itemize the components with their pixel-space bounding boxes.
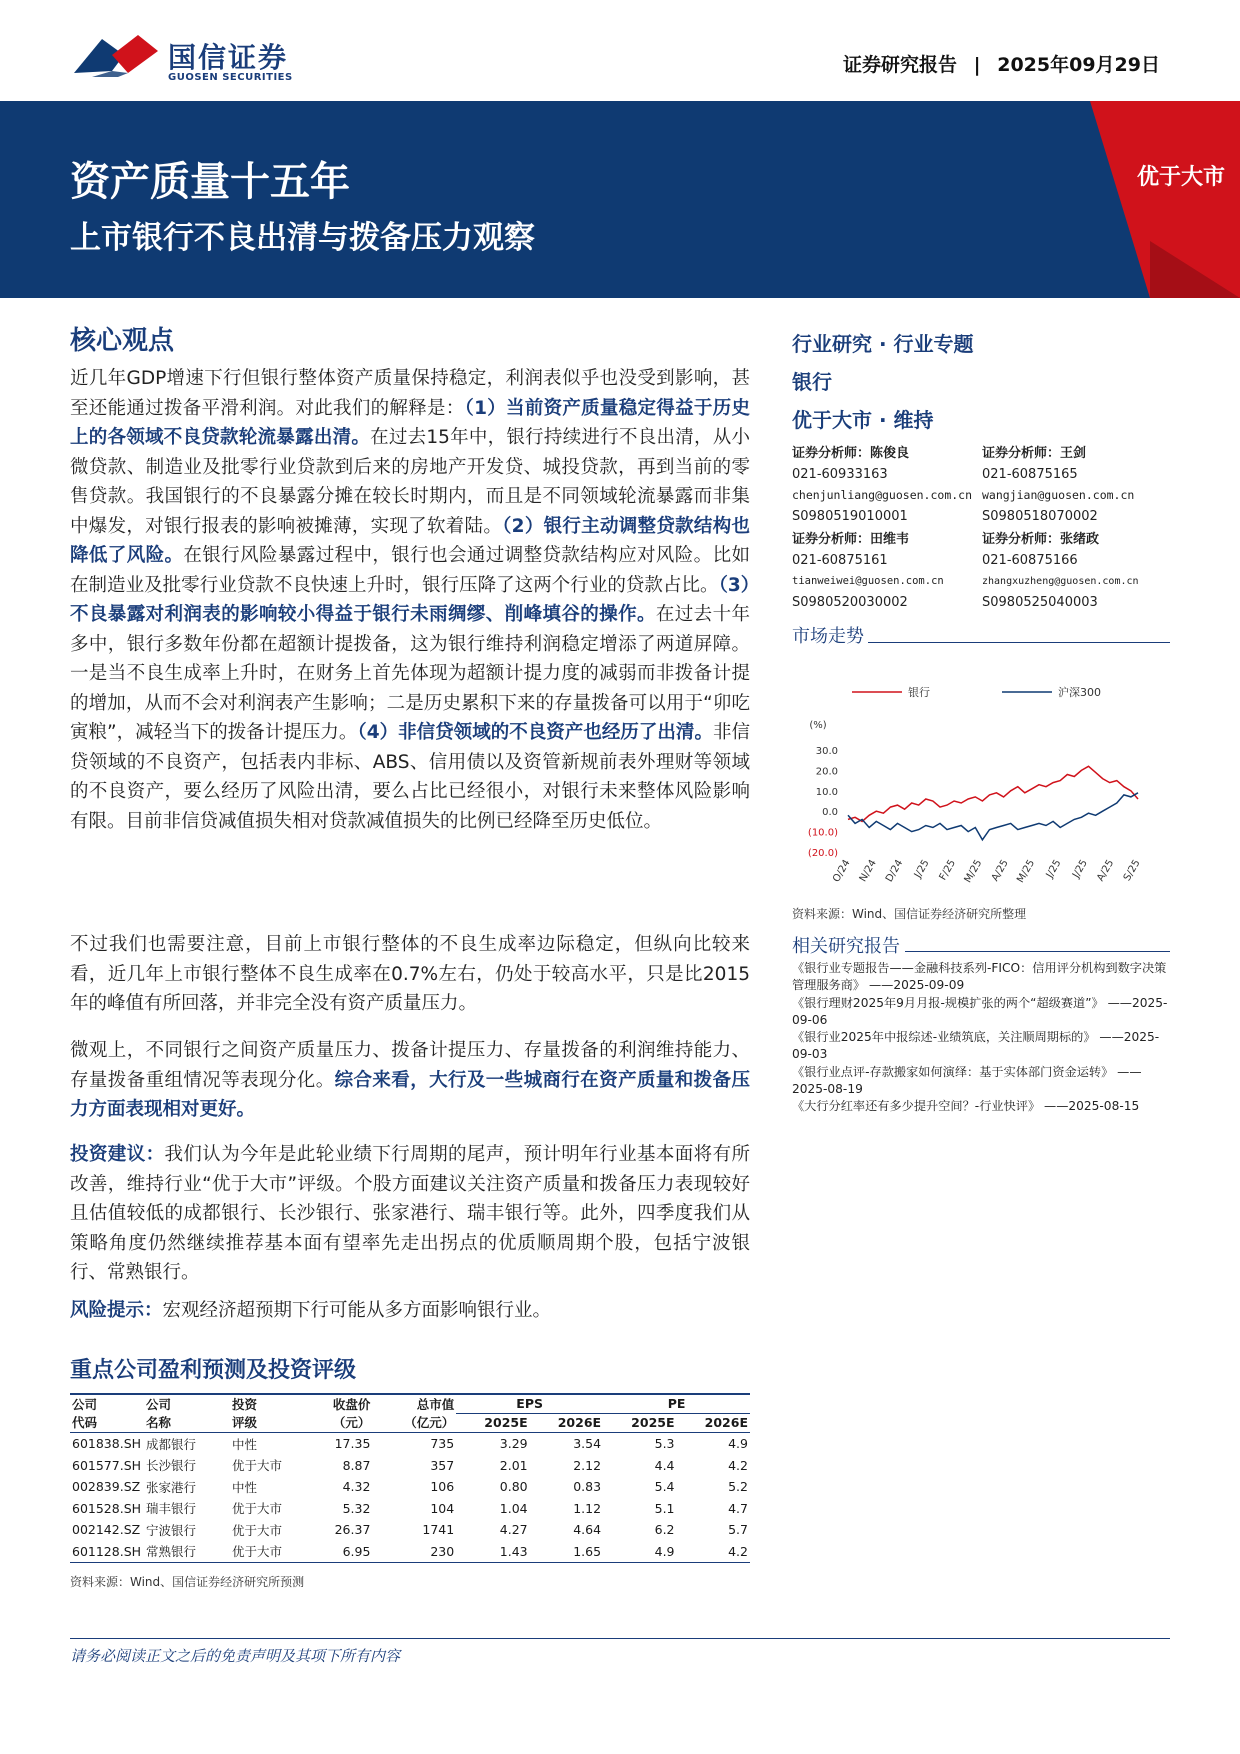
footer-disclaimer: 请务必阅读正文之后的免责声明及其项下所有内容 (70, 1647, 401, 1665)
analyst-card (792, 529, 972, 613)
report-title: 资产质量十五年 (70, 159, 350, 205)
y-tick-label: (10.0) (807, 827, 838, 839)
rating-badge: 优于大市 (1136, 165, 1225, 190)
y-tick-label: 30.0 (815, 746, 838, 757)
market-trend-rule (868, 642, 1170, 643)
risk-label: 风险提示： (70, 1300, 163, 1321)
investment-text: 我们认为今年是此轮业绩下行周期的尾声，预计明年行业基本面将有所改善，维持行业“优于大市”评级。个股方面建议关注资产质量和拨备压力表现较好且估值较低的成都银行、长沙银行、张家港行、瑞丰银行等。此外，四季度我们从策略角度仍然继续推荐基本面有望率先走出拐点的优质顺周期个股，包括宁波银行、常熟银行。 (70, 1144, 750, 1283)
x-tick-label: A/25 (1095, 858, 1117, 884)
header-pe: PE (603, 1394, 750, 1414)
p3-text: 微观上，不同银行之间资产质量压力、拨备计提压力、存量拨备的利润维持能力、存量拨备重组情况等表现分化。 (70, 1040, 750, 1091)
related-reports-rule (905, 951, 1170, 952)
p1-point-4: （4）非信贷领域的不良资产也经历了出清。 (357, 722, 713, 743)
analyst-cert: S0980518070002 (982, 509, 1098, 524)
header-name: 公司 名称 (146, 1396, 172, 1430)
analyst-title: 证券分析师：陈俊良 (792, 446, 910, 461)
x-tick-label: J/25 (1044, 858, 1064, 880)
header-eps: EPS (456, 1394, 603, 1414)
x-tick-label: F/25 (937, 858, 959, 883)
p1-text-2: 在过去15年中，银行持续进行不良出清，从小微贷款、制造业及批零行业贷款到后来的房地产开发贷、城投贷款，再到当前的零售贷款。我国银行的不良暴露分摊在较长时期内，而且是不同领域轮流暴露而非集中爆发，对银行报表的影响被摊薄，实现了软着陆。 (70, 427, 750, 537)
p1-text-3: 在银行风险暴露过程中，银行也会通过调整贷款结构应对风险。比如在制造业及批零行业贷款不良快速上升时，银行压降了这两个行业的贷款占比。 (70, 545, 750, 596)
p1-text-4: 在过去十年多中，银行多数年份都在超额计提拨备，这为银行维持利润稳定增添了两道屏障。一是当不良生成率上升时，在财务上首先体现为超额计提力度的减弱而非拨备计提的增加，从而不会对利润表产生影响；二是历史累积下来的存量拨备可以用于“卯吃寅粮”，减轻当下的拨备计提压力。 (70, 604, 750, 743)
legend-label: 银行 (908, 686, 930, 699)
analyst-card (982, 443, 1172, 527)
header-price: 收盘价 （元） (332, 1396, 371, 1430)
analyst-cert: S0980519010001 (792, 509, 908, 524)
report-date: 2025年09月29日 (997, 54, 1160, 76)
report-subtitle: 上市银行不良出清与拨备压力观察 (70, 220, 535, 256)
related-report-item[interactable]: 《大行分红率还有多少提升空间？-行业快评》 ——2025-08-15 (792, 1099, 1140, 1114)
header-eps-2025e: 2025E (484, 1415, 528, 1430)
core-paragraph-1 (70, 364, 750, 836)
market-trend-title: 市场走势 (792, 626, 864, 647)
header-eps-2026e: 2026E (557, 1415, 602, 1430)
analyst-phone: 021-60875165 (982, 467, 1078, 482)
series-line-沪深300 (848, 793, 1138, 840)
category-line: 行业研究 · 行业专题 (792, 332, 974, 356)
header-pe-2026e: 2026E (704, 1415, 748, 1430)
forecast-table (70, 1393, 750, 1563)
analyst-card (792, 443, 972, 527)
related-reports-title: 相关研究报告 (792, 936, 900, 957)
market-trend-chart (792, 670, 1170, 890)
analyst-email[interactable]: zhangxuzheng@guosen.com.cn (982, 576, 1139, 587)
series-line-银行 (848, 766, 1138, 821)
x-tick-label: D/24 (883, 858, 906, 885)
logo-text-en: GUOSEN SECURITIES (168, 72, 293, 83)
analyst-title: 证券分析师：田维韦 (792, 532, 910, 547)
related-report-item[interactable]: 《银行业2025年中报综述-业绩筑底，关注顺周期标的》 ——2025-09-03 (792, 1030, 1160, 1062)
core-paragraph-3 (70, 1036, 750, 1125)
rating-line: 优于大市 · 维持 (792, 408, 934, 432)
x-tick-label: A/25 (989, 858, 1011, 884)
table-row: 002142.SZ 宁波银行 优于大市 26.37 1741 4.27 4.64 6.2 5.7 (72, 1522, 748, 1538)
y-tick-label: 20.0 (815, 766, 838, 778)
p1-point-3: （3）不良暴露对利润表的影响较小得益于银行未雨绸缪、削峰填谷的操作。 (70, 574, 750, 625)
x-tick-label: O/24 (831, 858, 853, 885)
x-tick-label: S/25 (1121, 858, 1143, 883)
header-mcap: 总市值 （亿元） (404, 1396, 455, 1430)
p3-conclusion: 综合来看，大行及一些城商行在资产质量和拨备压力方面表现相对更好。 (70, 1069, 750, 1120)
investment-label: 投资建议： (70, 1144, 165, 1165)
analyst-phone: 021-60875161 (792, 553, 888, 568)
logo-text-cn: 国信证券 (168, 41, 289, 74)
table-source: 资料来源：Wind、国信证券经济研究所预测 (70, 1575, 305, 1589)
analyst-card (982, 529, 1172, 613)
chart-source: 资料来源：Wind、国信证券经济研究所整理 (792, 907, 1027, 921)
investment-advice (70, 1140, 750, 1288)
related-report-item[interactable]: 《银行理财2025年9月月报-规模扩张的两个“超级赛道”》 ——2025-09-06 (792, 995, 1168, 1027)
analyst-title: 证券分析师：王剑 (982, 446, 1087, 461)
y-tick-label: 10.0 (815, 786, 838, 798)
report-type: 证券研究报告 (843, 54, 958, 76)
table-row: 002839.SZ 张家港行 中性 4.32 106 0.80 0.83 5.4 5.2 (72, 1479, 748, 1495)
analyst-cert: S0980525040003 (982, 595, 1098, 610)
analyst-title: 证券分析师：张绪政 (982, 532, 1100, 547)
table-row: 601528.SH 瑞丰银行 优于大市 5.32 104 1.04 1.12 5.1 4.7 (72, 1500, 748, 1517)
analyst-cert: S0980520030002 (792, 595, 908, 610)
header-pe-2025e: 2025E (631, 1415, 675, 1430)
table-row: 601128.SH 常熟银行 优于大市 6.95 230 1.43 1.65 4.9 4.2 (70, 1541, 750, 1563)
p1-point-2: （2）银行主动调整贷款结构也降低了风险。 (70, 515, 750, 566)
x-tick-label: J/25 (912, 858, 932, 880)
header-code: 公司 代码 (72, 1396, 98, 1430)
risk-warning (70, 1296, 750, 1326)
header-rating: 投资 评级 (232, 1396, 258, 1430)
related-report-item[interactable]: 《银行业专题报告——金融科技系列-FICO：信用评分机构到数字决策管理服务商》 ——2025-09-09 (792, 961, 1167, 993)
x-tick-label: M/25 (962, 858, 985, 885)
analyst-email[interactable]: wangjian@guosen.com.cn (982, 488, 1135, 502)
legend-label: 沪深300 (1058, 686, 1101, 699)
y-tick-label: 0.0 (822, 807, 838, 819)
core-paragraph-2: 不过我们也需要注意，目前上市银行整体的不良生成率边际稳定，但纵向比较来看，近几年上市银行整体不良生成率在0.7%左右，仍处于较高水平，只是比2015年的峰值有所回落，并非完全没有资产质量压力。 (70, 934, 750, 1014)
risk-text: 宏观经济超预期下行可能从多方面影响银行业。 (162, 1300, 552, 1321)
table-row: 601577.SH 长沙银行 优于大市 8.87 357 2.01 2.12 4.4 4.2 (72, 1457, 748, 1474)
x-tick-label: J/25 (1070, 858, 1090, 880)
x-tick-label: M/25 (1015, 858, 1038, 885)
analyst-email[interactable]: chenjunliang@guosen.com.cn (792, 488, 973, 502)
chart-y-label: (%) (809, 720, 827, 731)
industry-line: 银行 (792, 370, 832, 394)
x-tick-label: N/24 (857, 858, 879, 884)
guosen-logo-icon (72, 33, 160, 83)
core-views-heading: 核心观点 (70, 326, 175, 356)
p1-text-5: 非信贷领域的不良资产，包括表内非标、ABS、信用债以及资管新规前表外理财等领域的不良资产，要么经历了风险出清，要么占比已经很小，对银行未来整体风险影响有限。目前非信贷减值损失相对贷款减值损失的比例已经降至历史低位。 (70, 722, 750, 832)
related-reports-list (792, 960, 1170, 1116)
table-row: 601838.SH 成都银行 中性 17.35 735 3.29 3.54 5.3 4.9 (72, 1436, 748, 1452)
forecast-table-title: 重点公司盈利预测及投资评级 (70, 1358, 357, 1383)
report-meta: 证券研究报告 | 2025年09月29日 (843, 54, 1160, 76)
y-tick-label: (20.0) (807, 848, 838, 859)
related-report-item[interactable]: 《银行业点评-存款搬家如何演绎：基于实体部门资金运转》 ——2025-08-19 (792, 1064, 1142, 1097)
p1-text-1: 近几年GDP增速下行但银行整体资产质量保持稳定，利润表似乎也没受到影响，甚至还能通过拨备平滑利润。对此我们的解释是： (70, 368, 750, 419)
analyst-phone: 021-60933163 (792, 467, 888, 482)
analyst-phone: 021-60875166 (982, 553, 1078, 568)
footer-rule (70, 1638, 1170, 1639)
analyst-email[interactable]: tianweiwei@guosen.com.cn (792, 575, 944, 587)
p1-point-1: （1）当前资产质量稳定得益于历史上的各领域不良贷款轮流暴露出清。 (70, 397, 750, 448)
